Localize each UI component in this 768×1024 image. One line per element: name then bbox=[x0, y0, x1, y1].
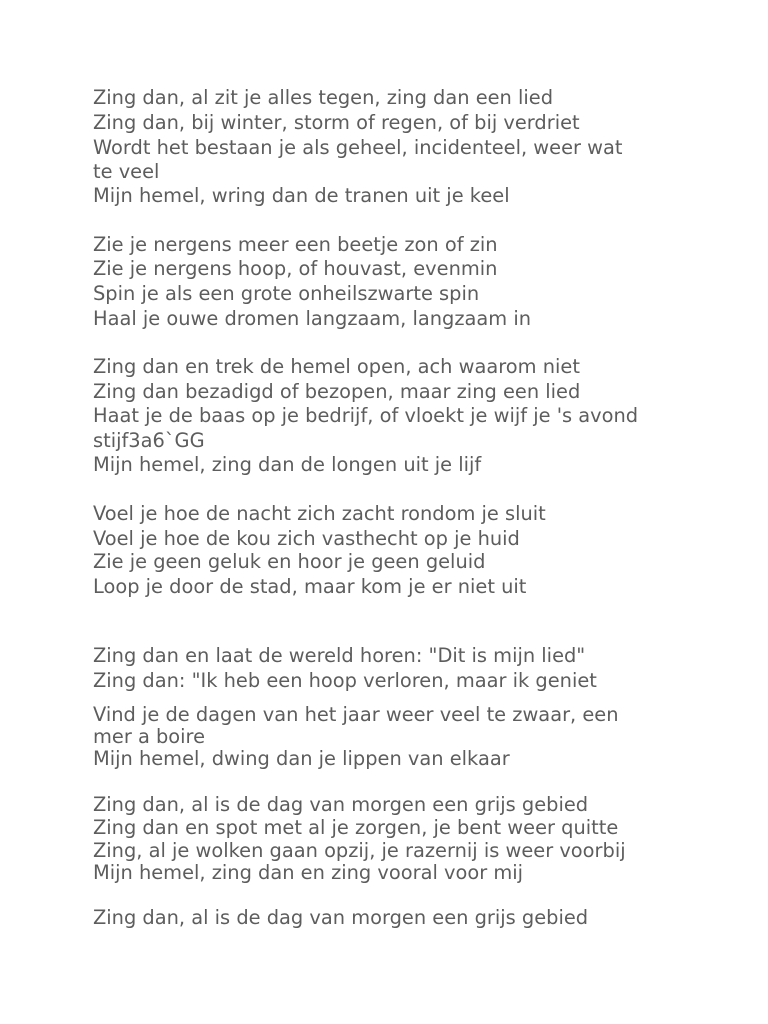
lyric-line: Loop je door de stad, maar kom je er niet uit bbox=[93, 575, 527, 598]
lyric-line: Zing dan bezadigd of bezopen, maar zing een lied bbox=[93, 380, 581, 403]
lyric-line: Zie je geen geluk en hoor je geen geluid bbox=[93, 550, 486, 573]
lyric-line: mer a boire bbox=[93, 725, 206, 748]
lyric-line: stijf3a6`GG bbox=[93, 429, 205, 452]
lyric-line: Zie je nergens hoop, of houvast, evenmin bbox=[93, 257, 498, 280]
lyric-line: Zing dan en laat de wereld horen: "Dit is mijn lied" bbox=[93, 644, 586, 667]
lyric-line: Zie je nergens meer een beetje zon of zin bbox=[93, 233, 498, 256]
lyric-line: Mijn hemel, dwing dan je lippen van elkaar bbox=[93, 747, 510, 770]
lyric-line: Haat je de baas op je bedrijf, of vloekt je wijf je 's avond bbox=[93, 404, 639, 427]
lyric-line: Voel je hoe de kou zich vasthecht op je huid bbox=[93, 527, 520, 550]
lyric-line: Zing dan en trek de hemel open, ach waarom niet bbox=[93, 355, 580, 378]
lyric-line: Zing dan, al is de dag van morgen een grijs gebied bbox=[93, 793, 589, 816]
lyric-line: Spin je als een grote onheilszwarte spin bbox=[93, 282, 480, 305]
lyric-line: te veel bbox=[93, 160, 160, 183]
lyric-line: Mijn hemel, zing dan de longen uit je lijf bbox=[93, 453, 482, 476]
lyric-line: Zing dan, al zit je alles tegen, zing dan een lied bbox=[93, 86, 554, 109]
lyric-line: Mijn hemel, wring dan de tranen uit je keel bbox=[93, 184, 510, 207]
lyric-line: Zing, al je wolken gaan opzij, je razernij is weer voorbij bbox=[93, 839, 626, 862]
lyric-line: Wordt het bestaan je als geheel, incidenteel, weer wat bbox=[93, 136, 623, 159]
lyric-line: Mijn hemel, zing dan en zing vooral voor mij bbox=[93, 861, 524, 884]
lyric-line: Zing dan, bij winter, storm of regen, of bij verdriet bbox=[93, 111, 580, 134]
lyric-line: Haal je ouwe dromen langzaam, langzaam in bbox=[93, 307, 532, 330]
lyric-line: Voel je hoe de nacht zich zacht rondom je sluit bbox=[93, 502, 546, 525]
lyric-line: Vind je de dagen van het jaar weer veel te zwaar, een bbox=[93, 703, 619, 726]
lyric-line: Zing dan, al is de dag van morgen een grijs gebied bbox=[93, 906, 589, 929]
lyric-line: Zing dan en spot met al je zorgen, je bent weer quitte bbox=[93, 816, 619, 839]
lyric-line: Zing dan: "Ik heb een hoop verloren, maar ik geniet bbox=[93, 669, 597, 692]
